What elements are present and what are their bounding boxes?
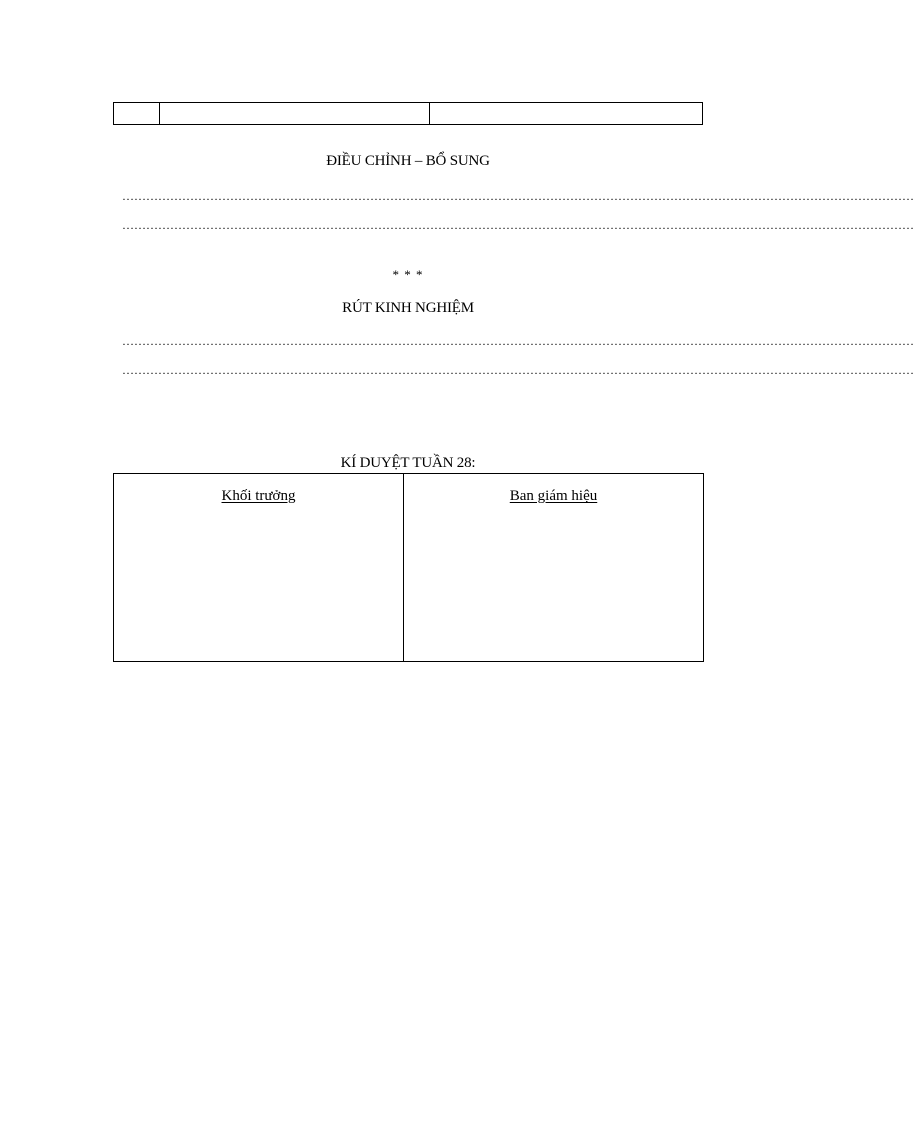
dotted-line: ……………………………………………………………………………………………………………………………………………………………………………… [122,363,914,377]
approval-table [113,473,704,662]
dotted-line: ……………………………………………………………………………………………………………………………………………………………………………… [122,218,914,232]
school-board-label: Ban giám hiệu [509,488,598,504]
approval-cell-right [404,474,703,661]
top-table-cell [114,103,160,124]
dotted-line: ……………………………………………………………………………………………………………………………………………………………………………… [122,334,914,348]
adjust-title: ĐIỀU CHỈNH – BỔ SUNG [326,153,490,169]
approval-cell-left [114,474,404,661]
separator-stars: * * * [392,267,424,282]
dotted-line: ……………………………………………………………………………………………………………………………………………………………………………… [122,189,914,203]
experience-title: RÚT KINH NGHIỆM [342,300,474,316]
top-table-cell [430,103,702,124]
approval-title: KÍ DUYỆT TUẦN 28: [340,455,476,471]
top-table-row [113,102,703,125]
top-table-cell [160,103,430,124]
block-leader-label: Khối trưởng [221,488,296,504]
